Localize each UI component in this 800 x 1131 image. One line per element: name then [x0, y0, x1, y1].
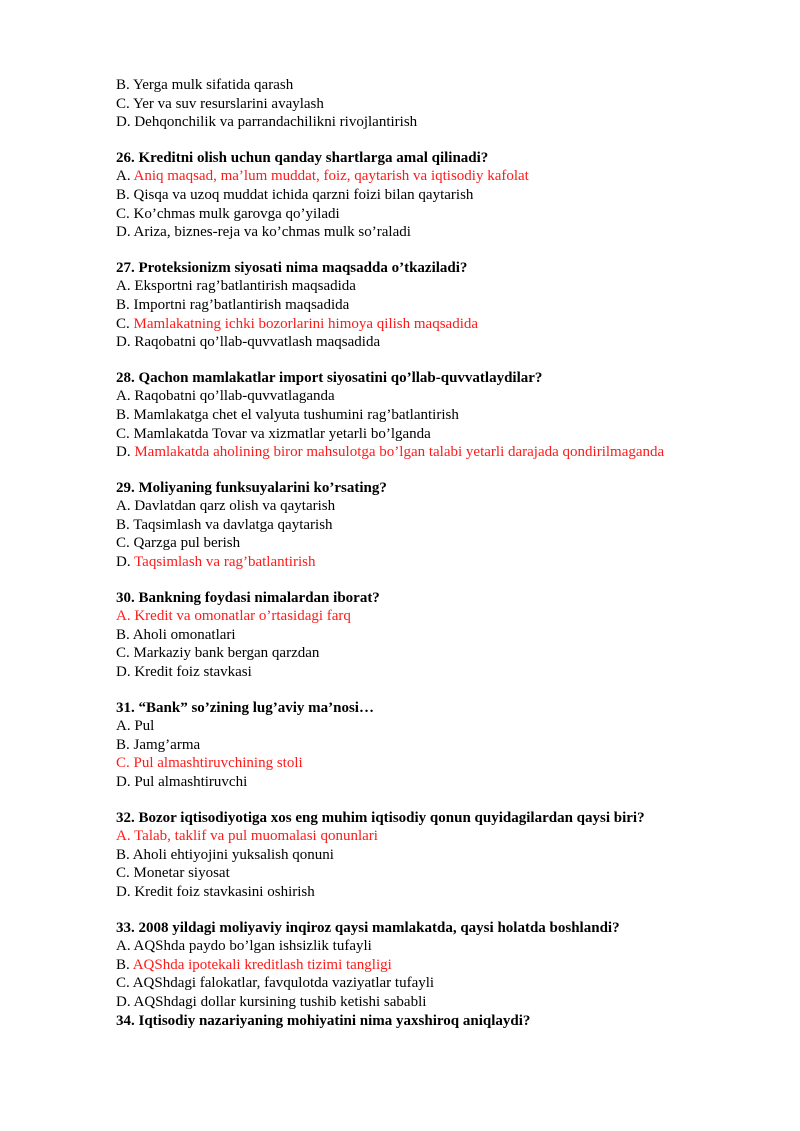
option-line [116, 406, 740, 425]
option-prefix: A. [116, 388, 135, 405]
option-line [116, 425, 740, 444]
option-prefix: B. [116, 736, 134, 753]
option-line [116, 846, 740, 865]
option-text: Mamlakatda Tovar va xizmatlar yetarli bo’lganda [133, 425, 431, 442]
option-line [116, 974, 740, 993]
option-prefix: B. [116, 956, 133, 973]
option-line [116, 223, 740, 242]
option-line [116, 717, 740, 736]
option-line [116, 644, 740, 663]
option-line-correct [116, 315, 740, 334]
option-prefix: A. [116, 828, 135, 845]
option-line-correct [116, 754, 740, 773]
option-prefix: D. [116, 774, 135, 790]
option-prefix: C. [116, 645, 134, 662]
correct-answer-text: Mamlakatda aholining biror mahsulotga bo’lgan talabi yetarli darajada qondirilmaganda [134, 444, 665, 461]
option-line-correct [116, 827, 740, 846]
option-line [116, 76, 740, 95]
option-prefix: A. [116, 608, 135, 625]
option-prefix: C. [116, 205, 134, 222]
option-line [116, 497, 740, 516]
option-text: Mamlakatga chet el valyuta tushumini rag’batlantirish [133, 406, 459, 423]
option-prefix: C. [116, 975, 133, 992]
option-line [116, 516, 740, 535]
option-text: Aholi omonatlari [132, 626, 236, 643]
option-line [116, 773, 740, 792]
question-title: 33. 2008 yildagi moliyaviy inqiroz qaysi mamlakatda, qaysi holatda boshlandi? [116, 919, 620, 936]
option-prefix: B. [116, 846, 133, 863]
option-prefix: D. [116, 334, 135, 351]
option-line-correct [116, 956, 740, 975]
option-prefix: D. [116, 993, 134, 1010]
option-line [116, 626, 740, 645]
option-text: Markaziy bank bergan qarzdan [133, 645, 320, 662]
option-text: AQShda paydo bo’lgan ishsizlik tufayli [133, 938, 372, 955]
option-prefix: C. [116, 535, 134, 552]
option-line [116, 205, 740, 224]
option-text: Davlatdan qarz olish va qaytarish [134, 498, 336, 515]
option-prefix: D. [116, 664, 135, 681]
question-title: 26. Kreditni olish uchun qanday shartlarga amal qilinadi? [116, 149, 489, 166]
correct-answer-text: Aniq maqsad, ma’lum muddat, foiz, qaytarish va iqtisodiy kafolat [133, 168, 529, 185]
option-line [116, 534, 740, 553]
option-prefix: A. [116, 938, 134, 955]
correct-answer-text: Talab, taklif va pul muomalasi qonunlari [134, 828, 378, 845]
option-line [116, 186, 740, 205]
option-text: Raqobatni qo’llab-quvvatlash maqsadida [134, 334, 381, 351]
option-line [116, 864, 740, 883]
option-prefix: B. [116, 516, 134, 533]
option-prefix: D. [116, 224, 134, 241]
option-text: Qarzga pul berish [133, 535, 241, 552]
option-text: Kredit foiz stavkasi [134, 664, 252, 681]
option-prefix: C. [116, 865, 134, 882]
option-line-correct [116, 553, 740, 572]
question-title: 29. Moliyaning funksuyalarini ko’rsating? [116, 479, 387, 496]
option-prefix: B. [116, 186, 134, 203]
question-title: 31. “Bank” so’zining lug’aviy ma’nosi… [116, 699, 374, 716]
option-line [116, 937, 740, 956]
option-line-correct [116, 167, 740, 186]
option-line-correct [116, 443, 740, 462]
option-prefix: B. [116, 406, 134, 423]
correct-answer-text: Pul almashtiruvchining stoli [133, 755, 303, 772]
question-title: 34. Iqtisodiy nazariyaning mohiyatini nima yaxshiroq aniqlaydi? [116, 1012, 531, 1029]
option-text: Pul almashtiruvchi [134, 774, 248, 790]
option-text: Taqsimlash va davlatga qaytarish [133, 516, 333, 533]
correct-answer-text: AQShda ipotekali kreditlash tizimi tangligi [132, 956, 392, 973]
option-prefix: D. [116, 883, 135, 900]
question-title: 27. Proteksionizm siyosati nima maqsadda o’tkaziladi? [116, 259, 468, 276]
option-text: Eksportni rag’batlantirish maqsadida [134, 278, 356, 295]
option-line [116, 387, 740, 406]
option-text: Monetar siyosat [133, 865, 230, 882]
option-text: D. Dehqonchilik va parrandachilikni rivojlantirish [116, 114, 418, 131]
option-prefix: D. [116, 444, 135, 461]
correct-answer-text: Mamlakatning ichki bozorlarini himoya qilish maqsadida [133, 315, 479, 332]
option-line-correct [116, 607, 740, 626]
option-prefix: C. [116, 425, 134, 442]
option-text: Aholi ehtiyojini yuksalish qonuni [132, 846, 334, 863]
option-prefix: B. [116, 296, 134, 313]
option-line [116, 993, 740, 1012]
question-title: 30. Bankning foydasi nimalardan iborat? [116, 589, 380, 606]
option-text: Qisqa va uzoq muddat ichida qarzni foizi bilan qaytarish [133, 186, 474, 203]
option-line [116, 277, 740, 296]
option-prefix: A. [116, 168, 134, 185]
option-prefix: C. [116, 315, 134, 332]
option-line [116, 296, 740, 315]
option-prefix: D. [116, 554, 135, 571]
option-prefix: B. [116, 626, 133, 643]
option-text: Ariza, biznes-reja va ko’chmas mulk so’raladi [133, 224, 411, 241]
option-text: B. Yerga mulk sifatida qarash [116, 77, 294, 93]
option-prefix: A. [116, 718, 135, 735]
option-line [116, 736, 740, 755]
correct-answer-text: Kredit va omonatlar o’rtasidagi farq [134, 608, 351, 625]
option-text: AQShdagi dollar kursining tushib ketishi sababli [133, 993, 427, 1010]
option-line [116, 663, 740, 682]
correct-answer-text: Taqsimlash va rag’batlantirish [134, 554, 316, 571]
option-prefix: C. [116, 755, 134, 772]
option-prefix: A. [116, 278, 135, 295]
option-line [116, 113, 740, 132]
option-text: Pul [134, 718, 155, 735]
question-title: 32. Bozor iqtisodiyotiga xos eng muhim iqtisodiy qonun quyidagilardan qaysi biri? [116, 809, 645, 826]
option-text: Ko’chmas mulk garovga qo’yiladi [133, 205, 340, 222]
option-line [116, 333, 740, 352]
option-line [116, 883, 740, 902]
option-text: AQShdagi falokatlar, favqulotda vaziyatlar tufayli [132, 975, 435, 992]
option-text: Kredit foiz stavkasini oshirish [134, 883, 315, 900]
option-line [116, 95, 740, 114]
question-title: 28. Qachon mamlakatlar import siyosatini qo’llab-quvvatlaydilar? [116, 369, 543, 386]
option-text: Jamg’arma [133, 736, 201, 753]
option-text: Raqobatni qo’llab-quvvatlaganda [134, 388, 335, 405]
option-text: C. Yer va suv resurslarini avaylash [116, 95, 324, 112]
option-text: Importni rag’batlantirish maqsadida [133, 296, 350, 313]
option-prefix: A. [116, 498, 135, 515]
